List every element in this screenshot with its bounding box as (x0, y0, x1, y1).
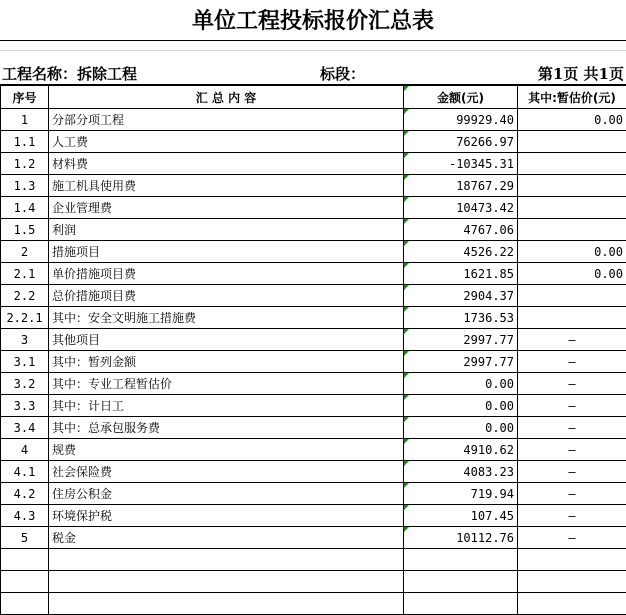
cell-amount[interactable]: 0.00 (404, 373, 518, 395)
cell-name[interactable]: 材料费 (49, 153, 404, 175)
cell-provisional[interactable]: — (518, 461, 626, 483)
cell-amount[interactable]: 0.00 (404, 417, 518, 439)
cell-amount[interactable]: 18767.29 (404, 175, 518, 197)
sheet-gridline (0, 50, 626, 51)
info-line (0, 64, 626, 84)
table-row (1, 395, 626, 417)
cell-name[interactable]: 规费 (49, 439, 404, 461)
header-name[interactable]: 汇 总 内 容 (49, 85, 404, 109)
table-row (1, 197, 626, 219)
cell-provisional[interactable]: — (518, 417, 626, 439)
table-row (1, 175, 626, 197)
header-amount[interactable]: 金额(元) (404, 85, 518, 109)
cell-provisional[interactable]: — (518, 505, 626, 527)
cell-no[interactable]: 3.1 (1, 351, 49, 373)
empty-cell[interactable] (404, 549, 518, 571)
cell-provisional[interactable] (518, 197, 626, 219)
table-row (1, 329, 626, 351)
cell-no[interactable]: 4.1 (1, 461, 49, 483)
empty-cell[interactable] (1, 593, 49, 615)
cell-name[interactable]: 其中：专业工程暂估价 (49, 373, 404, 395)
cell-no[interactable]: 2 (1, 241, 49, 263)
cell-no[interactable]: 1.4 (1, 197, 49, 219)
table-row (1, 285, 626, 307)
cell-provisional[interactable]: — (518, 395, 626, 417)
cell-provisional[interactable] (518, 153, 626, 175)
cell-amount[interactable]: 107.45 (404, 505, 518, 527)
cell-name[interactable]: 税金 (49, 527, 404, 549)
table-row (1, 505, 626, 527)
cell-provisional[interactable]: — (518, 373, 626, 395)
cell-name[interactable]: 分部分项工程 (49, 109, 404, 131)
cell-no[interactable]: 5 (1, 527, 49, 549)
cell-name[interactable]: 施工机具使用费 (49, 175, 404, 197)
cell-name[interactable]: 其中：计日工 (49, 395, 404, 417)
empty-cell[interactable] (1, 549, 49, 571)
empty-cell[interactable] (518, 549, 626, 571)
table-row (1, 263, 626, 285)
cell-provisional[interactable]: 0.00 (518, 241, 626, 263)
table-row (1, 351, 626, 373)
cell-amount[interactable]: 1621.85 (404, 263, 518, 285)
cell-no[interactable]: 1 (1, 109, 49, 131)
cell-provisional[interactable]: — (518, 329, 626, 351)
cell-no[interactable]: 4.3 (1, 505, 49, 527)
cell-no[interactable]: 2.2 (1, 285, 49, 307)
cell-amount[interactable]: 2904.37 (404, 285, 518, 307)
empty-row (1, 549, 626, 571)
cell-provisional[interactable] (518, 131, 626, 153)
empty-cell[interactable] (49, 593, 404, 615)
cell-name[interactable]: 其中：暂列金额 (49, 351, 404, 373)
empty-cell[interactable] (404, 593, 518, 615)
page-indicator: 第1页 共1页 (538, 64, 624, 84)
cell-no[interactable]: 4.2 (1, 483, 49, 505)
table-header-row (1, 85, 626, 109)
cell-name[interactable]: 住房公积金 (49, 483, 404, 505)
cell-provisional[interactable] (518, 175, 626, 197)
empty-cell[interactable] (404, 571, 518, 593)
cell-name[interactable]: 社会保险费 (49, 461, 404, 483)
cell-provisional[interactable]: — (518, 483, 626, 505)
cell-name[interactable]: 其他项目 (49, 329, 404, 351)
table-row (1, 439, 626, 461)
cell-provisional[interactable]: 0.00 (518, 263, 626, 285)
cell-name[interactable]: 总价措施项目费 (49, 285, 404, 307)
cell-provisional[interactable]: 0.00 (518, 109, 626, 131)
cell-name[interactable]: 企业管理费 (49, 197, 404, 219)
project-name: 工程名称：拆除工程 (2, 64, 137, 84)
table-row (1, 153, 626, 175)
cell-amount[interactable]: 1736.53 (404, 307, 518, 329)
cell-no[interactable]: 1.2 (1, 153, 49, 175)
empty-cell[interactable] (518, 593, 626, 615)
cell-no[interactable]: 3.2 (1, 373, 49, 395)
cell-amount[interactable]: -10345.31 (404, 153, 518, 175)
cell-provisional[interactable] (518, 285, 626, 307)
cell-provisional[interactable] (518, 307, 626, 329)
table-row (1, 241, 626, 263)
empty-row (1, 571, 626, 593)
cell-no[interactable]: 1.1 (1, 131, 49, 153)
table-row (1, 527, 626, 549)
cell-name[interactable]: 利润 (49, 219, 404, 241)
cell-name[interactable]: 单价措施项目费 (49, 263, 404, 285)
summary-table (0, 84, 626, 615)
cell-name[interactable]: 其中：总承包服务费 (49, 417, 404, 439)
cell-provisional[interactable]: — (518, 351, 626, 373)
cell-amount[interactable]: 4910.62 (404, 439, 518, 461)
section-label: 标段： (320, 64, 365, 84)
cell-no[interactable]: 3.4 (1, 417, 49, 439)
cell-no[interactable]: 2.1 (1, 263, 49, 285)
cell-amount[interactable]: 4083.23 (404, 461, 518, 483)
cell-amount[interactable]: 2997.77 (404, 351, 518, 373)
cell-amount[interactable]: 99929.40 (404, 109, 518, 131)
header-no[interactable]: 序号 (1, 85, 49, 109)
empty-row (1, 593, 626, 615)
cell-provisional[interactable]: — (518, 439, 626, 461)
empty-cell[interactable] (49, 549, 404, 571)
page-title: 单位工程投标报价汇总表 (0, 0, 626, 41)
header-provisional[interactable]: 其中:暂估价(元) (518, 85, 626, 109)
empty-cell[interactable] (49, 571, 404, 593)
cell-no[interactable]: 3 (1, 329, 49, 351)
table-row (1, 461, 626, 483)
cell-name[interactable]: 其中：安全文明施工措施费 (49, 307, 404, 329)
cell-amount[interactable]: 2997.77 (404, 329, 518, 351)
cell-no[interactable]: 2.2.1 (1, 307, 49, 329)
cell-name[interactable]: 环境保护税 (49, 505, 404, 527)
empty-cell[interactable] (1, 571, 49, 593)
cell-no[interactable]: 1.5 (1, 219, 49, 241)
table-row (1, 219, 626, 241)
table-row (1, 417, 626, 439)
table-row (1, 109, 626, 131)
cell-amount[interactable]: 10473.42 (404, 197, 518, 219)
empty-cell[interactable] (518, 571, 626, 593)
cell-no[interactable]: 1.3 (1, 175, 49, 197)
cell-amount[interactable]: 4526.22 (404, 241, 518, 263)
cell-amount[interactable]: 719.94 (404, 483, 518, 505)
cell-amount[interactable]: 4767.06 (404, 219, 518, 241)
cell-provisional[interactable]: — (518, 527, 626, 549)
table-row (1, 373, 626, 395)
cell-amount[interactable]: 10112.76 (404, 527, 518, 549)
table-body (1, 109, 626, 615)
cell-provisional[interactable] (518, 219, 626, 241)
cell-name[interactable]: 人工费 (49, 131, 404, 153)
table-row (1, 483, 626, 505)
cell-amount[interactable]: 76266.97 (404, 131, 518, 153)
cell-amount[interactable]: 0.00 (404, 395, 518, 417)
cell-no[interactable]: 3.3 (1, 395, 49, 417)
table-row (1, 307, 626, 329)
table-row (1, 131, 626, 153)
cell-no[interactable]: 4 (1, 439, 49, 461)
cell-name[interactable]: 措施项目 (49, 241, 404, 263)
